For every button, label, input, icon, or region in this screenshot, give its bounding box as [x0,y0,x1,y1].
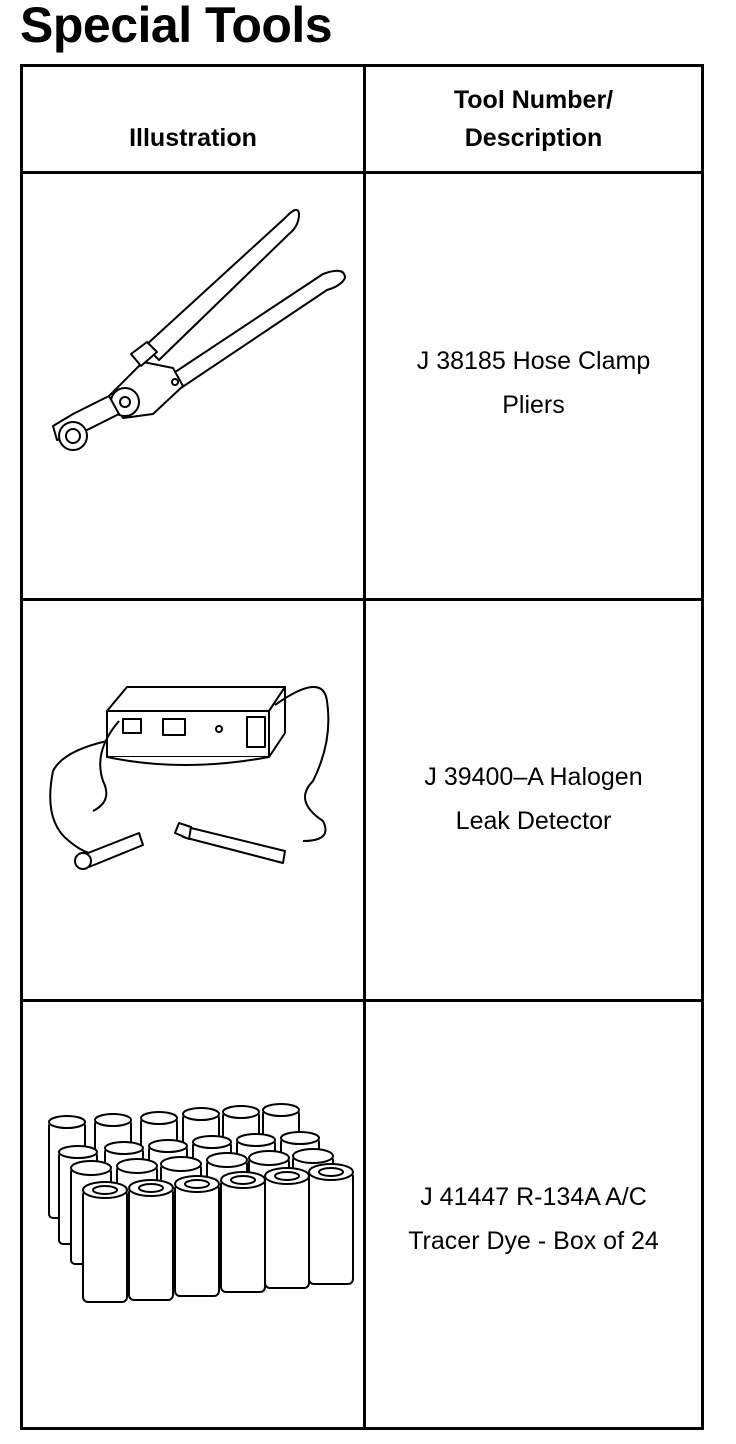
special-tools-table [20,64,704,1430]
table-row-illustration [23,1002,363,1427]
page-title: Special Tools [20,0,333,53]
table-row-illustration [23,601,363,999]
table-row-illustration [23,174,363,598]
table-row-description: J 41447 R-134A A/C Tracer Dye - Box of 24 [408,1183,659,1255]
table-row-description: J 39400–A Halogen Leak Detector [424,763,643,835]
tracer-dye-bottles-icon [23,1002,363,1427]
hose-clamp-pliers-icon [23,174,363,598]
header-tool-number: Tool Number/ Description [453,86,614,152]
table-row-description: J 38185 Hose Clamp Pliers [416,347,651,419]
header-illustration: Illustration [129,124,257,152]
halogen-leak-detector-icon [23,601,363,999]
